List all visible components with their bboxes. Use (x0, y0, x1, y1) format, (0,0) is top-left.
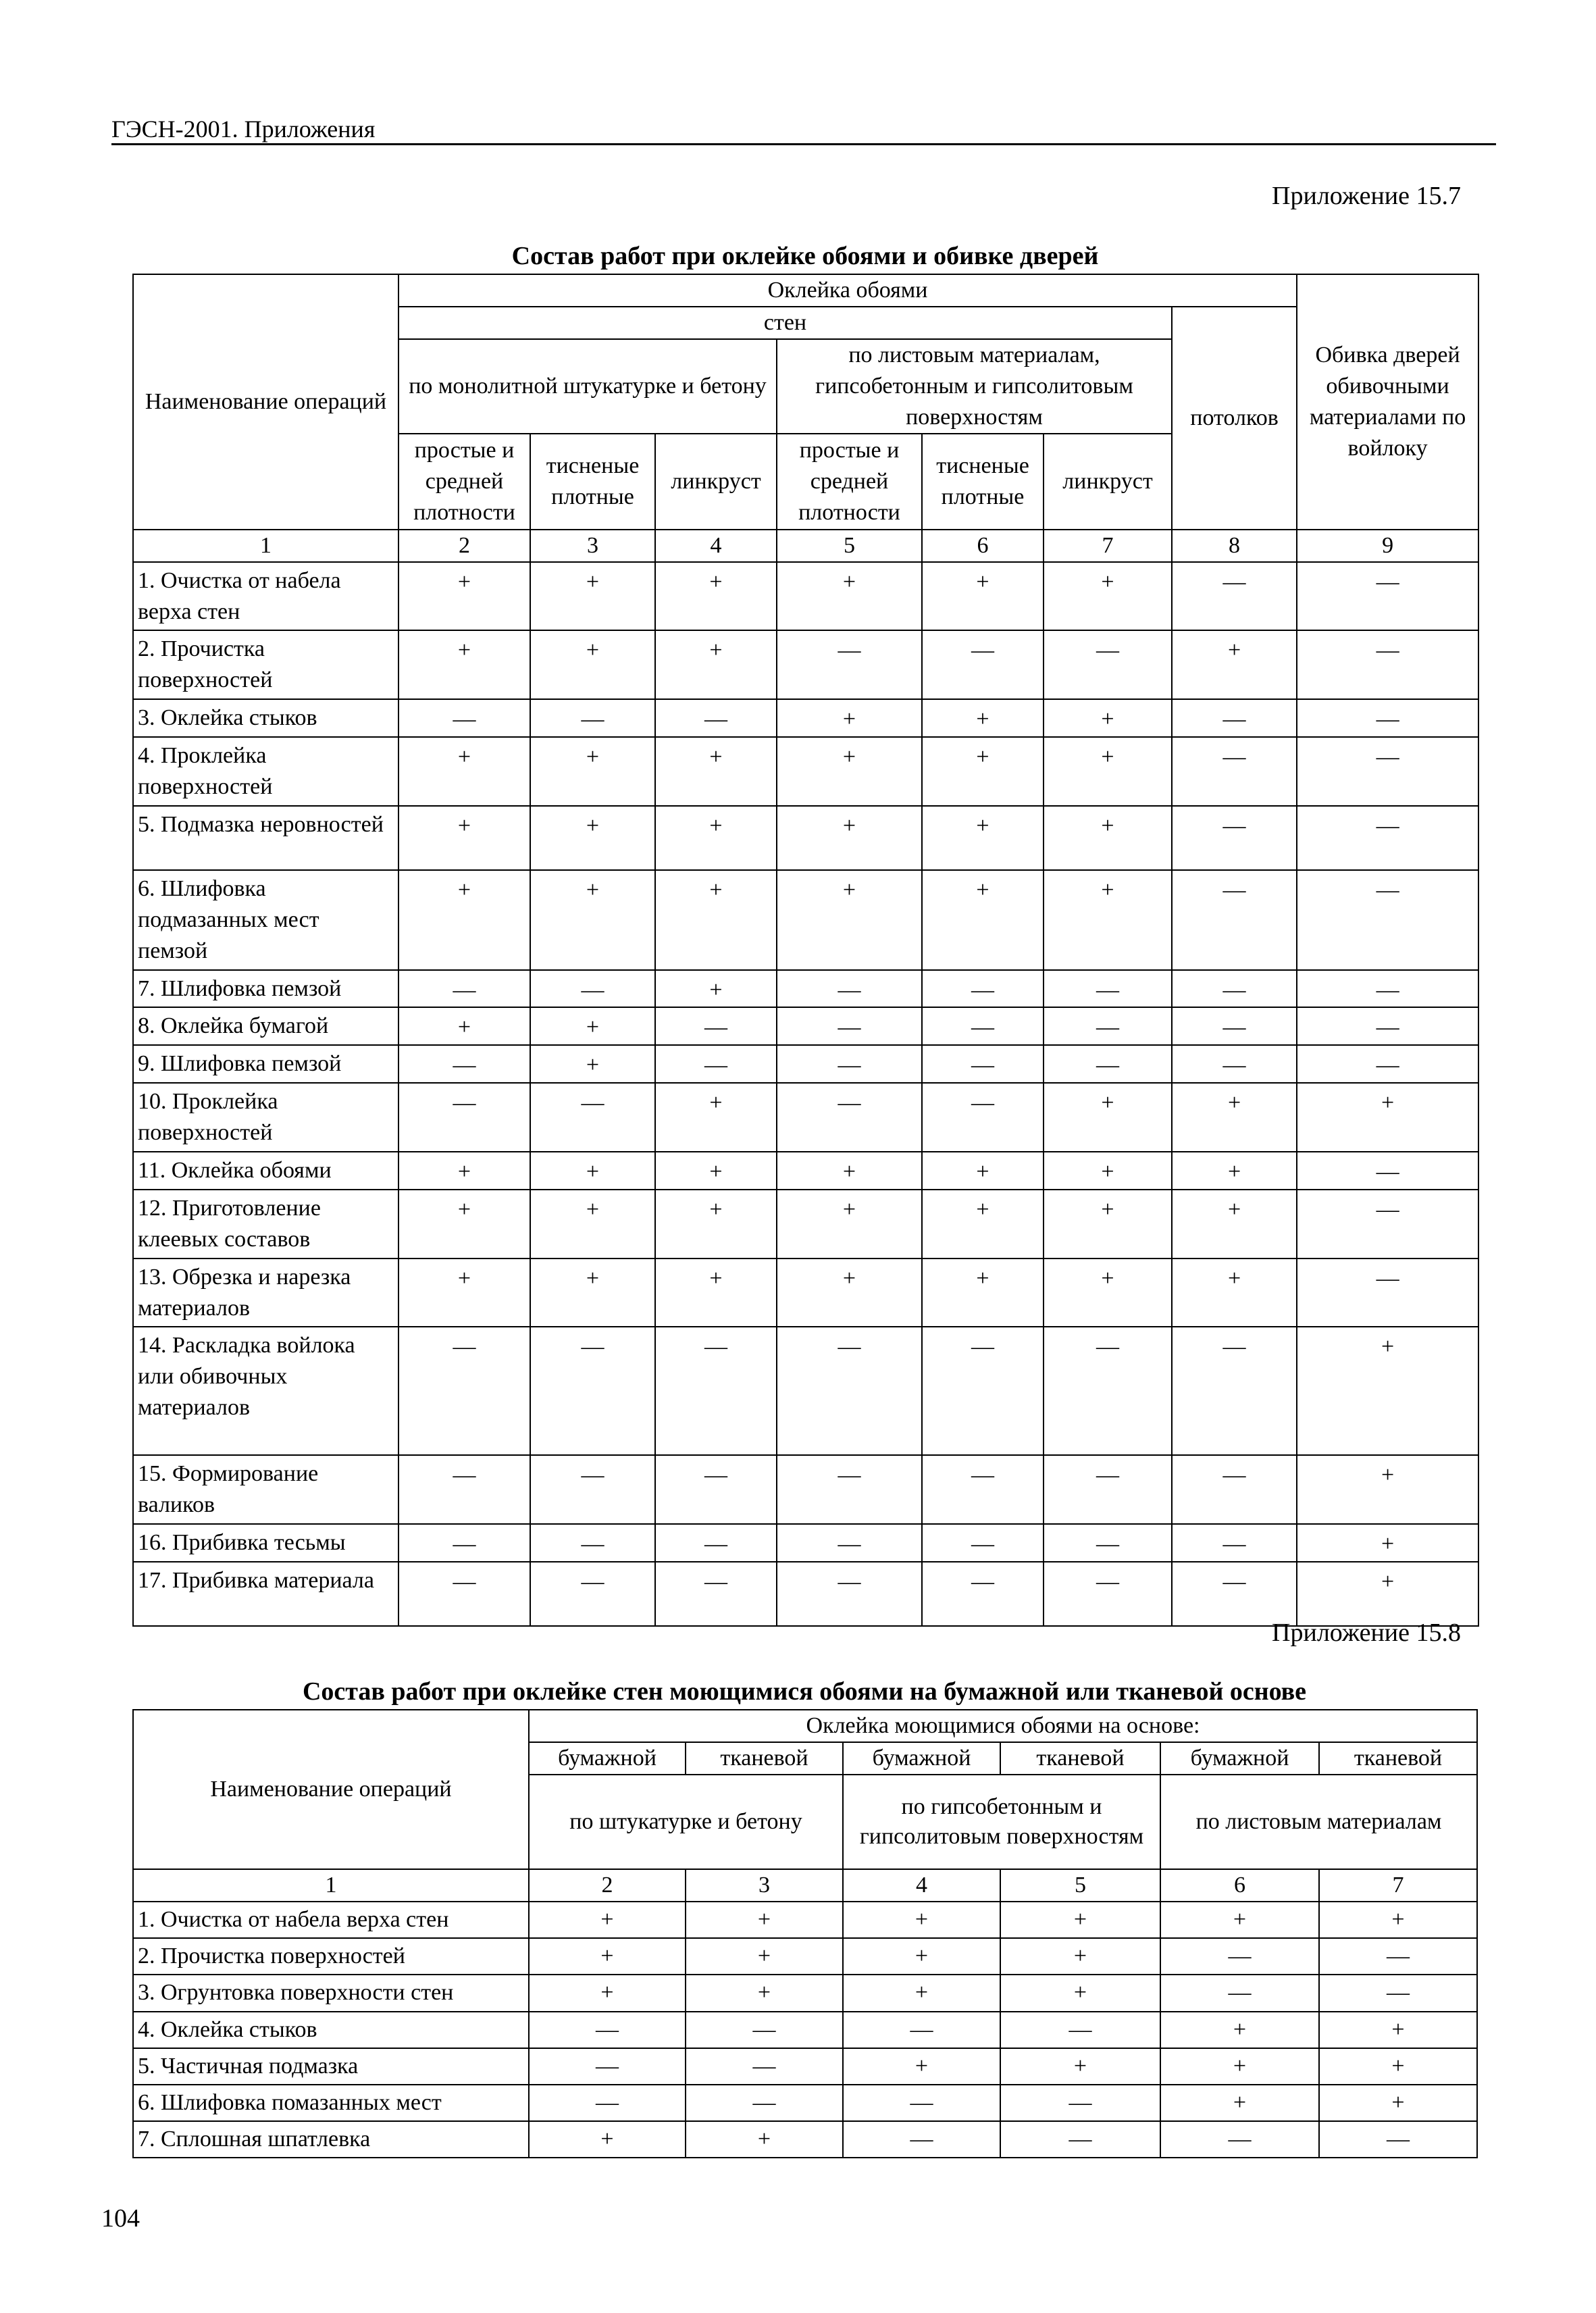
header-fabric: тканевой (686, 1742, 843, 1775)
table-cell: + (777, 806, 922, 870)
table-cell: + (655, 630, 777, 699)
table-cell: + (1044, 806, 1172, 870)
table-cell: + (655, 970, 777, 1008)
table-cell: — (1000, 2121, 1160, 2158)
running-title: ГЭСН-2001. Приложения (111, 116, 376, 143)
table-cell: + (530, 1259, 655, 1327)
operation-name: 2. Прочистка поверхностей (133, 1938, 529, 1975)
table-cell: — (777, 970, 922, 1008)
table-cell: + (398, 1259, 530, 1327)
table-cell: — (655, 1455, 777, 1524)
table-cell: + (530, 1152, 655, 1190)
table-cell: — (1044, 1455, 1172, 1524)
table-cell: — (529, 2048, 686, 2085)
table-cell: — (1297, 806, 1478, 870)
table-cell: + (1000, 2048, 1160, 2085)
table-cell: + (655, 1190, 777, 1259)
table-cell: + (1172, 1190, 1297, 1259)
operation-name: 13. Обрезка и нарезка материалов (133, 1259, 398, 1327)
table-cell: + (1297, 1455, 1478, 1524)
table-cell: — (1297, 1007, 1478, 1045)
table-cell: — (398, 1455, 530, 1524)
table-cell: — (398, 1562, 530, 1626)
table-cell: — (1160, 2121, 1319, 2158)
table-cell: — (1044, 1045, 1172, 1083)
table-cell: + (1044, 1152, 1172, 1190)
table-cell: + (398, 870, 530, 970)
table-row (133, 1455, 1478, 1524)
table-cell: — (922, 630, 1044, 699)
table-cell: — (1160, 1975, 1319, 2011)
operation-name: 16. Прибивка тесьмы (133, 1524, 398, 1562)
column-number: 2 (529, 1869, 686, 1902)
operation-name: 12. Приготовление клеевых составов (133, 1190, 398, 1259)
table-cell: + (530, 870, 655, 970)
table-cell: + (1000, 1902, 1160, 1938)
table-cell: + (1319, 1902, 1477, 1938)
header-washable: Оклейка моющимися обоями на основе: (529, 1710, 1477, 1742)
column-number: 6 (1160, 1869, 1319, 1902)
table-cell: + (922, 1152, 1044, 1190)
table-row (133, 970, 1478, 1008)
table-cell: — (1297, 699, 1478, 737)
header-simple: простые и средней плотности (398, 434, 530, 530)
table-cell: + (1000, 1975, 1160, 2011)
header-doors: Обивка дверей обивочными материалами по войлоку (1297, 274, 1478, 530)
column-number: 4 (655, 530, 777, 562)
table-cell: + (529, 1938, 686, 1975)
table-cell: + (922, 1190, 1044, 1259)
table-cell: + (1319, 2012, 1477, 2048)
table-cell: — (1297, 630, 1478, 699)
header-rule (111, 143, 1496, 145)
table-cell: + (1160, 2085, 1319, 2121)
column-number: 2 (398, 530, 530, 562)
table-cell: — (1172, 1327, 1297, 1455)
operation-name: 4. Проклейка поверхностей (133, 737, 398, 806)
header-paper: бумажной (529, 1742, 686, 1775)
header-ceilings: потолков (1172, 307, 1297, 530)
operation-name: 4. Оклейка стыков (133, 2012, 529, 2048)
table-cell: + (655, 1083, 777, 1152)
table-cell: + (655, 1152, 777, 1190)
table-cell: — (1297, 737, 1478, 806)
table-cell: — (655, 1562, 777, 1626)
table-cell: + (1172, 1259, 1297, 1327)
header-walls: стен (398, 307, 1172, 339)
table-cell: — (1172, 1455, 1297, 1524)
table-cell: — (1000, 2085, 1160, 2121)
table-cell: — (655, 1327, 777, 1455)
table-cell: + (1160, 1902, 1319, 1938)
table-cell: + (529, 2121, 686, 2158)
table-cell: — (530, 1524, 655, 1562)
table-cell: + (530, 630, 655, 699)
table-15-7 (132, 274, 1479, 1627)
table-cell: + (843, 1902, 1000, 1938)
column-number: 3 (686, 1869, 843, 1902)
table-cell: + (1044, 699, 1172, 737)
table-cell: + (843, 1938, 1000, 1975)
table-cell: — (1319, 1975, 1477, 2011)
table-row (133, 2085, 1477, 2121)
table-cell: — (1044, 1562, 1172, 1626)
header-lincrusta: линкруст (655, 434, 777, 530)
table-cell: — (1297, 1259, 1478, 1327)
table-cell: — (777, 630, 922, 699)
table-cell: — (777, 1327, 922, 1455)
table-cell: + (922, 1259, 1044, 1327)
table-cell: — (922, 1455, 1044, 1524)
table-cell: — (1297, 970, 1478, 1008)
table-row (133, 2048, 1477, 2085)
table-cell: — (398, 1083, 530, 1152)
table-cell: — (777, 1045, 922, 1083)
table-row (133, 870, 1478, 970)
operation-name: 5. Подмазка неровностей (133, 806, 398, 870)
header-lincrusta: линкруст (1044, 434, 1172, 530)
column-number: 5 (1000, 1869, 1160, 1902)
header-embossed: тисненые плотные (922, 434, 1044, 530)
table-cell: + (530, 737, 655, 806)
table-cell: + (530, 1190, 655, 1259)
column-number-row (133, 530, 1478, 562)
column-number: 1 (133, 1869, 529, 1902)
table-cell: + (777, 1152, 922, 1190)
table-cell: — (655, 699, 777, 737)
table1-title: Состав работ при оклейке обоями и обивке дверей (511, 242, 1099, 270)
table-cell: + (922, 806, 1044, 870)
operation-name: 17. Прибивка материала (133, 1562, 398, 1626)
table-cell: — (1297, 1152, 1478, 1190)
table-cell: — (686, 2012, 843, 2048)
table-cell: + (398, 737, 530, 806)
table-cell: + (1044, 1259, 1172, 1327)
table-cell: + (777, 737, 922, 806)
table-row (133, 1524, 1478, 1562)
table-cell: — (843, 2012, 1000, 2048)
table-cell: — (1172, 737, 1297, 806)
table-row (133, 1007, 1478, 1045)
table-cell: — (686, 2048, 843, 2085)
header-wallpaper: Оклейка обоями (398, 274, 1297, 307)
header-plaster: по штукатурке и бетону (529, 1775, 843, 1869)
table-cell: — (655, 1007, 777, 1045)
table-cell: + (922, 562, 1044, 631)
table-cell: + (530, 562, 655, 631)
table-row (133, 1083, 1478, 1152)
operation-name: 7. Сплошная шпатлевка (133, 2121, 529, 2158)
table-cell: + (777, 699, 922, 737)
table-cell: — (922, 1045, 1044, 1083)
header-sheets: по листовым материалам (1160, 1775, 1477, 1869)
header-gypsum: по гипсобетонным и гипсолитовым поверхностям (843, 1775, 1160, 1869)
header-embossed: тисненые плотные (530, 434, 655, 530)
appendix-label-15-7: Приложение 15.7 (1272, 182, 1461, 210)
table-cell: — (1172, 970, 1297, 1008)
column-number: 3 (530, 530, 655, 562)
table-cell: — (1172, 870, 1297, 970)
table-row (133, 1190, 1478, 1259)
table-cell: + (530, 1045, 655, 1083)
table-cell: — (777, 1083, 922, 1152)
table-cell: + (843, 2048, 1000, 2085)
table-row (133, 1975, 1477, 2011)
table-row (133, 737, 1478, 806)
table-cell: — (1172, 1524, 1297, 1562)
column-number: 1 (133, 530, 398, 562)
table-row (133, 1938, 1477, 1975)
table-cell: + (1297, 1524, 1478, 1562)
header-operations: Наименование операций (133, 274, 398, 530)
table-cell: + (529, 1975, 686, 2011)
table-cell: + (530, 1007, 655, 1045)
table-cell: — (398, 1045, 530, 1083)
column-number: 9 (1297, 530, 1478, 562)
table-cell: — (922, 1562, 1044, 1626)
table-cell: — (530, 1455, 655, 1524)
table-cell: — (1160, 1938, 1319, 1975)
table-cell: — (1044, 1524, 1172, 1562)
table-cell: + (922, 699, 1044, 737)
table-cell: + (655, 806, 777, 870)
column-number: 5 (777, 530, 922, 562)
table-cell: — (1172, 1007, 1297, 1045)
column-number: 6 (922, 530, 1044, 562)
table-cell: + (1044, 1190, 1172, 1259)
table-cell: + (398, 1152, 530, 1190)
operation-name: 3. Оклейка стыков (133, 699, 398, 737)
table-cell: — (777, 1562, 922, 1626)
table-cell: — (1297, 562, 1478, 631)
table-cell: + (1160, 2012, 1319, 2048)
header-paper: бумажной (1160, 1742, 1319, 1775)
table-cell: — (398, 1327, 530, 1455)
table-cell: — (922, 1007, 1044, 1045)
table-cell: + (1044, 1083, 1172, 1152)
operation-name: 1. Очистка от набела верха стен (133, 1902, 529, 1938)
operation-name: 11. Оклейка обоями (133, 1152, 398, 1190)
table-cell: — (1172, 699, 1297, 737)
table-cell: — (1297, 1045, 1478, 1083)
table-cell: + (1319, 2085, 1477, 2121)
column-number: 8 (1172, 530, 1297, 562)
table-row (133, 1327, 1478, 1455)
table-cell: + (1172, 1083, 1297, 1152)
table-cell: + (1297, 1562, 1478, 1626)
table-cell: — (1044, 1327, 1172, 1455)
table-cell: — (777, 1524, 922, 1562)
table-cell: + (1160, 2048, 1319, 2085)
table-cell: — (1044, 970, 1172, 1008)
table-cell: + (686, 1902, 843, 1938)
table-cell: — (1000, 2012, 1160, 2048)
table-cell: + (843, 1975, 1000, 2011)
header-plaster: по монолитной штукатурке и бетону (398, 339, 777, 434)
table-row (133, 699, 1478, 737)
operation-name: 8. Оклейка бумагой (133, 1007, 398, 1045)
table-cell: + (530, 806, 655, 870)
table-cell: — (922, 1524, 1044, 1562)
table-cell: + (1172, 1152, 1297, 1190)
table-cell: — (777, 1007, 922, 1045)
column-number: 7 (1044, 530, 1172, 562)
table-cell: + (922, 870, 1044, 970)
table-cell: + (1044, 562, 1172, 631)
table2-title: Состав работ при оклейке стен моющимися обоями на бумажной или тканевой основе (302, 1677, 1307, 1706)
table-cell: — (655, 1524, 777, 1562)
operation-name: 10. Проклейка поверхностей (133, 1083, 398, 1152)
table-cell: — (1297, 1190, 1478, 1259)
table-cell: + (398, 1007, 530, 1045)
table-cell: — (1044, 1007, 1172, 1045)
table-row (133, 562, 1478, 631)
table-row (133, 2012, 1477, 2048)
table-cell: — (922, 1327, 1044, 1455)
table-row (133, 806, 1478, 870)
table-cell: + (655, 1259, 777, 1327)
table-cell: + (1044, 870, 1172, 970)
table-cell: — (686, 2085, 843, 2121)
table-cell: + (777, 870, 922, 970)
table-cell: — (530, 970, 655, 1008)
table-cell: + (1000, 1938, 1160, 1975)
table-cell: — (777, 1455, 922, 1524)
table-cell: + (398, 562, 530, 631)
table-cell: + (777, 562, 922, 631)
table-cell: — (655, 1045, 777, 1083)
table-cell: + (1172, 630, 1297, 699)
table-cell: — (398, 970, 530, 1008)
table-row (133, 1902, 1477, 1938)
operation-name: 2. Прочистка поверхностей (133, 630, 398, 699)
operation-name: 15. Формирование валиков (133, 1455, 398, 1524)
operation-name: 9. Шлифовка пемзой (133, 1045, 398, 1083)
operation-name: 6. Шлифовка помазанных мест (133, 2085, 529, 2121)
page-number: 104 (101, 2204, 140, 2233)
table-cell: + (686, 2121, 843, 2158)
operation-name: 3. Огрунтовка поверхности стен (133, 1975, 529, 2011)
operation-name: 14. Раскладка войлока или обивочных материалов (133, 1327, 398, 1455)
table-cell: + (655, 737, 777, 806)
operation-name: 5. Частичная подмазка (133, 2048, 529, 2085)
header-sheets: по листовым материалам, гипсобетонным и гипсолитовым поверхностям (777, 339, 1172, 434)
table-cell: — (530, 1562, 655, 1626)
table-cell: + (655, 562, 777, 631)
table-cell: + (655, 870, 777, 970)
table-cell: — (530, 699, 655, 737)
table-cell: — (530, 1083, 655, 1152)
table-cell: + (529, 1902, 686, 1938)
table-cell: — (1172, 1562, 1297, 1626)
table-15-8 (132, 1709, 1478, 2158)
table-row (133, 1562, 1478, 1626)
table-cell: + (398, 1190, 530, 1259)
table-cell: + (1319, 2048, 1477, 2085)
table-row (133, 1045, 1478, 1083)
table-cell: + (1297, 1327, 1478, 1455)
header-simple: простые и средней плотности (777, 434, 922, 530)
table-cell: + (777, 1190, 922, 1259)
table-cell: + (686, 1938, 843, 1975)
header-fabric: тканевой (1000, 1742, 1160, 1775)
table-cell: — (1172, 1045, 1297, 1083)
table-cell: — (529, 2012, 686, 2048)
table-cell: — (398, 699, 530, 737)
table-cell: — (922, 970, 1044, 1008)
header-fabric: тканевой (1319, 1742, 1477, 1775)
table-cell: + (922, 737, 1044, 806)
table-cell: + (398, 630, 530, 699)
header-operations: Наименование операций (133, 1710, 529, 1869)
table-cell: — (1172, 562, 1297, 631)
table-cell: — (1044, 630, 1172, 699)
table-cell: — (1319, 2121, 1477, 2158)
table-row (133, 1259, 1478, 1327)
table-row (133, 630, 1478, 699)
table-cell: — (1172, 806, 1297, 870)
operation-name: 1. Очистка от набела верха стен (133, 562, 398, 631)
table-cell: — (922, 1083, 1044, 1152)
appendix-label-15-8: Приложение 15.8 (1272, 1619, 1461, 1647)
table-cell: + (686, 1975, 843, 2011)
table-cell: — (1297, 870, 1478, 970)
table-cell: — (398, 1524, 530, 1562)
table-cell: + (1297, 1083, 1478, 1152)
operation-name: 7. Шлифовка пемзой (133, 970, 398, 1008)
operation-name: 6. Шлифовка подмазанных мест пемзой (133, 870, 398, 970)
table-cell: — (843, 2085, 1000, 2121)
table-cell: + (398, 806, 530, 870)
column-number: 4 (843, 1869, 1000, 1902)
table-cell: — (843, 2121, 1000, 2158)
column-number: 7 (1319, 1869, 1477, 1902)
table-cell: + (1044, 737, 1172, 806)
column-number-row (133, 1869, 1477, 1902)
header-paper: бумажной (843, 1742, 1000, 1775)
table-cell: — (530, 1327, 655, 1455)
table-cell: — (529, 2085, 686, 2121)
table-row (133, 1152, 1478, 1190)
table-cell: — (1319, 1938, 1477, 1975)
table-row (133, 2121, 1477, 2158)
table-cell: + (777, 1259, 922, 1327)
